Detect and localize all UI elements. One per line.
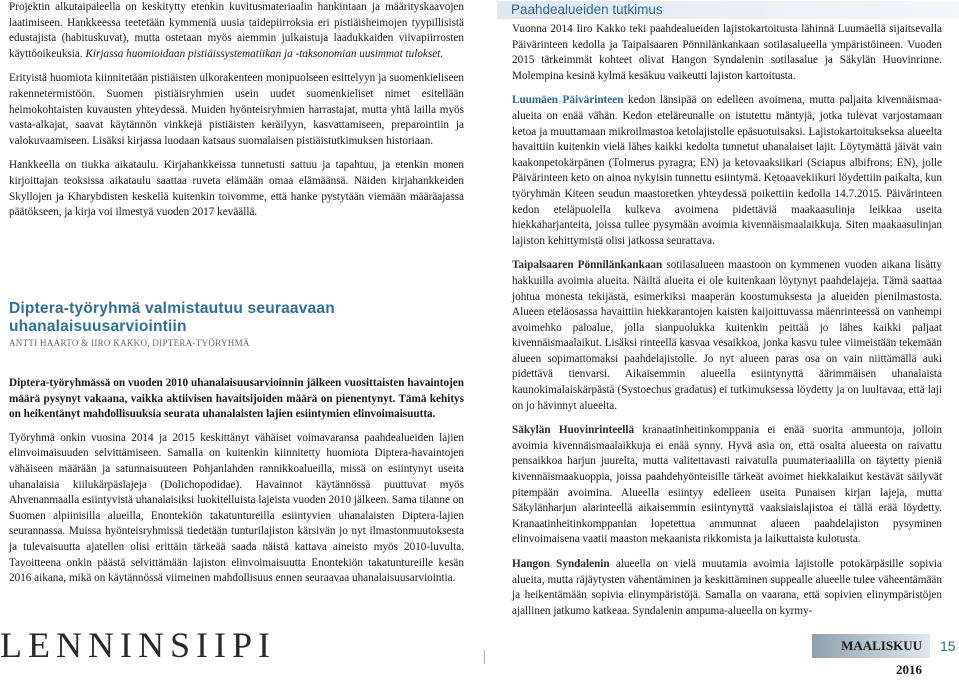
divider bbox=[484, 650, 485, 664]
left-column-top bbox=[9, 0, 464, 230]
paragraph: Vuonna 2014 Iiro Kakko teki paahdealueiden lajistokartoitusta lähinnä Luumäellä sijaitsevalla Päivärinteen kedolla ja Taipalsaaren Pönnilänkankaan sotilasalueella ympäristöineen. Vuoden 2015 tärkeimmät kohteet olivat Hangon Syndalenin sotilasalue ja Säkylän Huovinrinne. Molempina kesinä kylmä kesäkuu vaikeutti lajiston kartoitusta. bbox=[512, 23, 942, 82]
paragraph: Projektin alkutaipaleella on keskitytty etenkin kuvitusmateriaalin hankintaan ja määrityskaavojen laatimiseen. Hankkeessa teetetään kymmeniä uusia taidepiirroksia eri pistiäisheimojen tyypillisistä edustajista (habituskuvat), mutta ostetaan myös aiemmin julkaistuja laadukkaiden viivapiirrosten käyttöoikeuksia. Kirjassa huomioidaan pistiäissystematiikan ja -taksonomian uusimmat tulokset. bbox=[9, 1, 464, 60]
site-name: Luumäen Päivärinteen bbox=[512, 94, 624, 107]
right-column bbox=[512, 22, 942, 628]
article-intro: Diptera-työryhmässä on vuoden 2010 uhanalaisuusarvioinnin jälkeen vuosittaisten havaintojen määrä pysynyt vakaana, vaikka aktiivisen havaitsijoiden määrä on pienentynyt. Tämä kehitys on heikentänyt mahdollisuuksia seurata uhanalaisten lajien esiintymien elinvoimaisuutta. bbox=[9, 377, 464, 421]
article-body bbox=[9, 376, 464, 595]
paragraph: Erityistä huomiota kiinnitetään pistiäisten ulkorakenteen monipuolseen esittelyyn ja suomenkieliseen rakennetermistöön. Suomen pistiäisryhmien usein uudet suomenkieliset nimet esitellään heimokohtaisten kuvausten yhteydessä. Muiden hyönteisryhmien harrastajat, mutta yhtä lailla myös vasta-alkajat, saavat käytännön vinkkejä pistiäisten keräilyyn, kasvattamiseen, preparointiin ja valokuvaamiseen. Lisäksi kirjassa luodaan katsaus suomalaisen pistiäistutkimuksen historiaan. bbox=[9, 72, 464, 147]
page-number: 15 bbox=[940, 638, 956, 654]
paragraph: Hankkeella on tiukka aikataulu. Kirjahankkeissa tunnetusti sattuu ja tapahtuu, ja etenkin monen kirjoittajan teoksissa aikataulu saattaa ruveta elämään omaa elämäänsä. Näiden kirjahankkeiden Skyllojen ja Kharybdisten keskellä kuitenkin toivomme, että hanke pystytään viemään määräajassa päätökseen, ja kirja voi ilmestyä vuoden 2017 keväällä. bbox=[9, 159, 464, 219]
site-name: Taipalsaaren Pönnilänkankaan bbox=[512, 259, 663, 272]
article-byline: ANTTI HAARTO & IIRO KAKKO, DIPTERA-TYÖRYHMÄ bbox=[9, 338, 250, 348]
paragraph: Säkylän Huovinrinteellä kranaatinheitinkomppania ei enää suorita ammuntoja, jolloin avoimia kivennäismaalaikkuja ei enää synny. Hyvä asia on, että osalta alueesta on raivattu pensaikkoa harjun juurelta, mutta valitettavasti raivatulla puumateriaalilla on täytetty pieniä kivennäismaakuoppia, joissa paahdehyönteisille tärkeät avoimet hiekkalaikut kestävät säilyvät pitempään avoimina. Alueella esiintyy edelleen useita Punaisen kirjan lajeja, mutta Säkylänharjun alarinteellä aikaisemmin esiintynyttä vaaksiaislajistoa ei tällä erää löydetty. Kranaatinheitinkomppanian lopetettua ammunnat alueen paahdelajiston pysyminen elinvoimaisena vaatii maaston mekaanista rikkomista ja laikuttaista kulotusta. bbox=[512, 424, 942, 546]
magazine-logo: LENNINSIIPI bbox=[0, 625, 276, 665]
italic-sentence: Kirjassa huomioidaan pistiäissystematiikan ja -taksonomian uusimmat tulokset. bbox=[85, 47, 444, 60]
section-header: Paahdealueiden tutkimus bbox=[497, 1, 959, 19]
paragraph: Taipalsaaren Pönnilänkankaan sotilasalueen maastoon on kymmenen vuoden aikana lisätty hakkuilla avoimia alueita. Näiltä alueita ei ole kuitenkaan löytynyt paahdelajeja. Tämä saattaa johtua monesta tekijästä, esimerkiksi maaperän koostumuksesta ja alueiden pienilmastosta. Alueen eteläosassa havaittiin hiekkarantojen kaisten kaijoittuvassa mäenrinteessä on vanhempi avoimehko paloalue, jolla sianpuolukka kuitenkin peittää jo lähes kaikki paljaat kivennäismaalaikut. Lisäksi rinteellä kasvaa vesaikkoa, jonka kasvu tulee viimeistään tekemään alueen sopimattomaksi paahdelajistolle. Jo nyt alueen paras osa on vain niittämällä auki pidettävä tienvarsi. Aikaisemmin alueella esiintynyttä äärimmäisen uhanalaista kaunokimalaiskärpästä (Systoechus gradatus) ei tutkimuksessa löydetty ja on luultavaa, että laji on jo hävinnyt alueelta. bbox=[512, 259, 943, 412]
article-title: Diptera-työryhmä valmistautuu seuraavaan uhanalaisuusarviointiin bbox=[9, 300, 335, 335]
paragraph: Luumäen Päivärinteen kedon länsipää on edelleen avoimena, mutta paljaita kivennäismaa-alueita on enää vähän. Kedon eteläreunalle on istutettu mäntyjä, jotka tulevat varjostamaan ketoa ja muuttamaan mikroilmastoa ketolajistolle epäsuotuisaksi. Lajistokartoitukseksa alueelta havaittiin kuitenkin vielä lähes kaikki kedolta tunnetut uhanalaiset lajit. Löytymättä jäivät vain kaakonpetokärpänen (Tolmerus pyragra; EN) ja ketovaaksiikari (Sciapus albifrons; EN), jolle Päivärinteen keto on ainoa nykyisin tunnettu esiintymä. Ketoaavekiikuri löydettiin paikalta, kun työryhmän Kiteen seudun maastoretken yhteydessä poikettiin kedolla 14.7.2015. Päivärinteen kedon eteläpuolella kulkeva avoimena pidettäviä maakaasulinja leikkaa useita hiekkaharjanteita, joissa tullee pysymään avoimia kivennäismaalaikkuja. Siten maakaasulinjan lajiston kehittymistä olisi jatkossa seurattava. bbox=[512, 94, 943, 247]
paragraph: Työryhmä onkin vuosina 2014 ja 2015 keskittänyt vähäiset voimavaransa paahdealueiden lajien elinvoimaisuuden selvittämiseen. Samalla on kuitenkin kiinnitetty huomiota Diptera-havaintojen vähäiseen määrään ja satunnaisuuteen Pohjanlahden rannikkoalueilla, missä on esiintynyt useita uhanalaisia kiilukärpäslajeja (Dolichopodidae). Havainnot käytännössä puuttuvat myös Ahvenanmaalla esiintyvistä uhanalaisiksi luokitelluista lajeista vuoden 2010 jälkeen. Sama tilanne on Suomen alpiinisilla alueilla, Enontekiön takatuntureilla esiintyvien uhanalaisten Diptera-lajien seurannassa. Muissa hyönteisryhmissä tiedetään tunturilajiston kärsivän jo nyt ilmastonmuutoksesta ja tulevaisuutta ajatellen olisi erittäin tärkeää saada näistä kattava aineisto myös 2010-luvulta. Tavoitteena onkin päästä selvittämään lajiston elinvoimaisuutta Enontekiön takatuntureille kesän 2016 aikana, mikä on käytännössä viimeinen mahdollisuus ennen seuraavaa uhanalaisuusarviointia. bbox=[9, 431, 464, 585]
paragraph: Hangon Syndalenin alueella on vielä muutamia avoimia lajistolle potokärpäsille sopivia alueita, mutta räjäytysten vähentäminen ja keskittäminen suppealle alueelle tulee väheentämään ja heikentämään sopivia elinympäristöjä. Samalla on vaarana, että sopivien elinympäristöjen ajallinen jatkumo katkeaa. Syndalenin ampuma-alueella on kyrmy- bbox=[512, 558, 942, 617]
site-name: Hangon Syndalenin bbox=[512, 558, 610, 570]
site-name: Säkylän Huovinrinteellä bbox=[512, 424, 635, 437]
issue-label: MAALISKUU 2016 bbox=[812, 634, 930, 658]
